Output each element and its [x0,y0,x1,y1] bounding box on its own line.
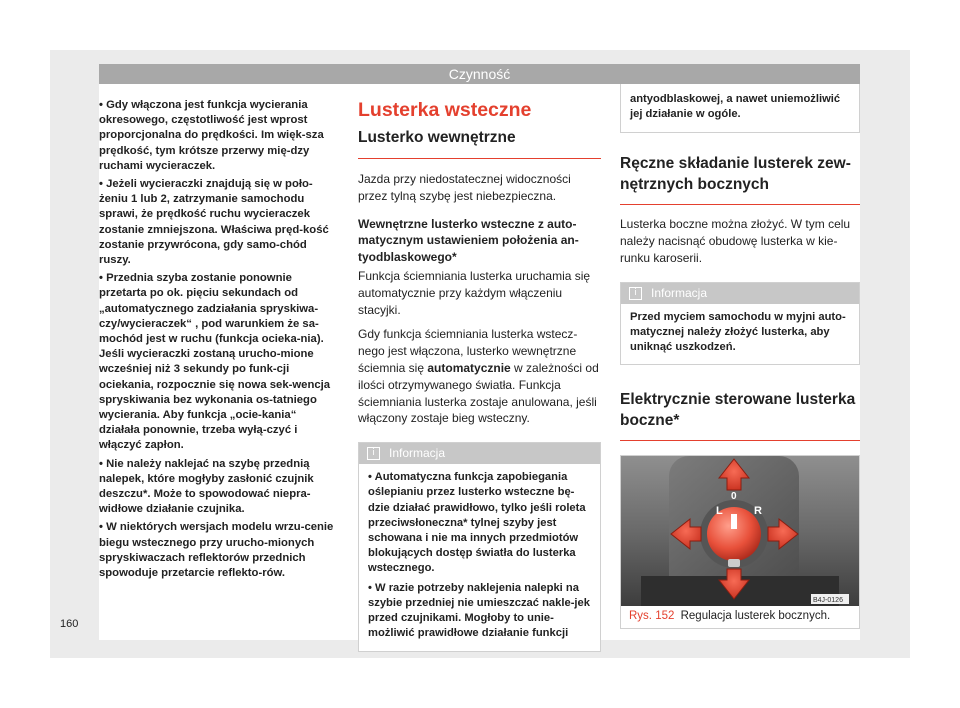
info-item: • Automatyczna funkcja zapobiegania oślepianiu przez lusterko wsteczne bę-dzie działać prawidłowo, tylko jeśli roleta przeciwsłoneczna* tylnej szyby jest schowana i nie ma innych przedmiotów blokujących dostęp światła do lusterka wstecznego. [368,471,586,575]
figure-caption-text: Regulacja lusterek bocznych. [680,610,831,623]
section-heading-manual-folding: Ręczne składanie lusterek zew-nętrznych bocznych [620,153,860,205]
column-3 [620,84,860,629]
page-header: Czynność [99,64,860,84]
manual-folding-text: Lusterka boczne można złożyć. W tym celu należy nacisnąć obudowę lusterka w kie-runku karoserii. [620,217,851,265]
info-box-continued-body: antyodblaskowej, a nawet uniemożliwić jej działanie w ogóle. [630,93,841,121]
label-zero: 0 [731,491,737,503]
label-left: L [716,505,723,518]
info-label: Informacja [389,446,446,461]
page-number: 160 [60,618,79,630]
info-box-header [621,283,859,304]
info-label: Informacja [651,285,708,300]
intro-text: Jazda przy niedostatecznej widoczności przez tylną szybę jest niebezpieczna. [358,172,571,203]
paragraph-2: Gdy funkcja ściemniania lusterka wstecz-nego jest włączona, lusterko wewnętrzne ściemnia się automatycznie w zależności od ilości otrzymywanego światła. Funkcja ściemniania lusterka zostaje anulowana, jeśli włączony zostaje bieg wsteczny. [358,327,599,426]
figure-caption [621,606,859,628]
info-box-body [359,464,600,651]
bold-heading: Wewnętrzne lusterko wsteczne z auto-matycznym ustawieniem położenia an-tyodblaskowego* [358,216,579,265]
info-box-2 [620,282,860,366]
bullet-item: • Przednia szyba zostanie ponownie przetarta po ok. pięciu sekundach od „automatycznego zadziałania spryskiwa-czy/wycieraczek“ , pod warunkiem że sa-mochód jest w ruchu (funkcja ocieka-nia). Jeśli wycieraczki zostaną urucho-mione wcześniej niż 3 sekundy po funk-cji ociekania, rozpocznie się nowa sek-wencja spryskiwania bez wykonania os-tatniego wycierania. Aby funkcja „ocie-kania“ działała ponownie, trzeba wyłą-czyć i włączyć zapłon. [99,272,331,452]
info-box-continued [620,84,860,133]
bullet-item: • Nie należy naklejać na szybę przednią nalepek, które mogłyby zasłonić czujnik deszczu*. Może to spowodować niepra-widłowe działanie czujnika. [99,457,314,516]
bullet-item: • Gdy włączona jest funkcja wycierania okresowego, częstotliwość jest wprost proporcjonalna do prędkości. Im więk-sza prędkość, tym krótsze przerwy mię-dzy ruchami wycieraczek. [99,99,324,172]
section-heading-electric-mirrors: Elektrycznie sterowane lusterka boczne* [620,389,860,441]
section-subtitle: Lusterko wewnętrzne [358,129,601,159]
info-box-body: Przed myciem samochodu w myjni auto-matycznej należy złożyć lusterka, aby uniknąć uszkodzeń. [630,310,846,354]
column-2 [358,98,601,652]
mirror-control-illustration [621,456,859,606]
paragraph-1: Funkcja ściemniania lusterka uruchamia się automatycznie przy każdym włączeniu stacyjki. [358,268,591,317]
page-content [99,84,860,640]
info-item: • W razie potrzeby naklejenia nalepki na szybie przedniej nie umieszczać nakle-jek przed czujnikami. Mogłoby to unie-możliwić prawidłowe działanie funkcji [368,581,590,640]
figure [620,455,860,629]
bullet-item: • Jeżeli wycieraczki znajdują się w poło-żeniu 1 lub 2, zatrzymanie samochodu sprawi, że prędkość ruchu wycieraczek zostanie zmniejszona. Właściwa pręd-kość zostanie przywrócona, gdy samo-chód ruszy. [99,178,329,267]
figure-code: B4J-0126 [813,597,843,605]
info-box-header [359,443,600,464]
info-box [358,442,601,652]
info-icon: i [367,447,380,460]
label-right: R [754,505,762,518]
column-1 [99,98,339,584]
figure-number: Rys. 152 [629,610,675,623]
section-title: Lusterka wsteczne [358,99,532,121]
bullet-item: • W niektórych wersjach modelu wrzu-cenie biegu wstecznego przy urucho-mionych spryskiwaczach reflektorów przednich spowoduje przetarcie reflekto-rów. [99,521,334,580]
info-icon: i [629,287,642,300]
